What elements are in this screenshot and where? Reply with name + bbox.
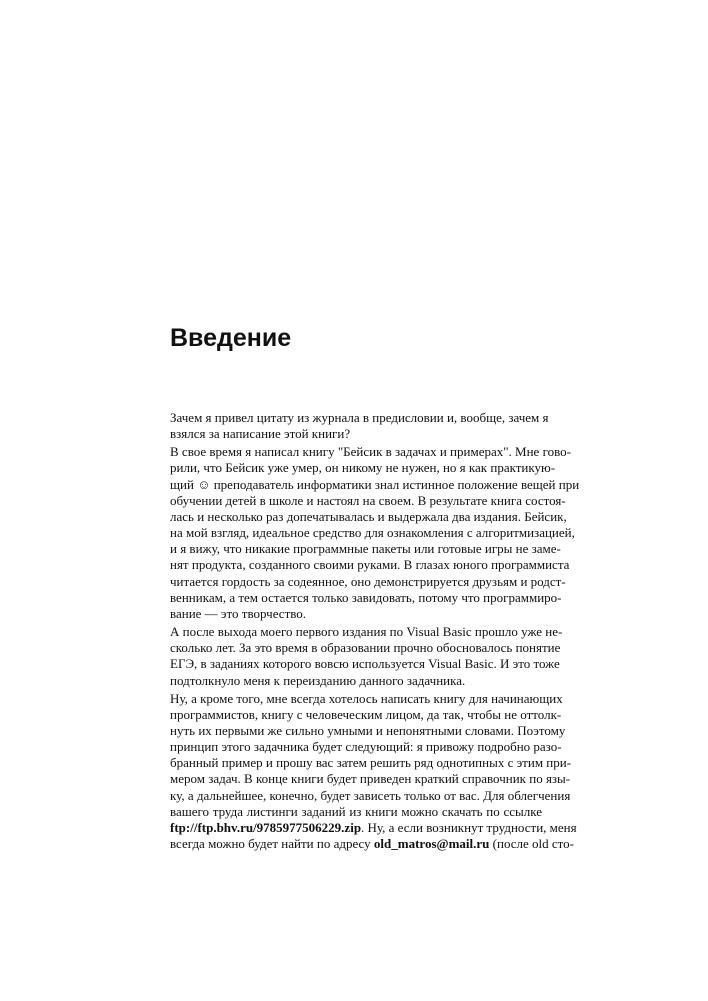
text-line: В свое время я написал книгу "Бейсик в задачах и примерах". Мне гово-	[170, 444, 571, 460]
text-line: Зачем я привел цитату из журнала в предисловии и, вообще, зачем я	[170, 410, 549, 425]
text-line: нят продукта, созданного своими руками. В глазах юного программиста	[170, 557, 570, 573]
chapter-heading: Введение	[170, 324, 292, 352]
text-line: на мой взгляд, идеальное средство для ознакомления с алгоритмизацией,	[170, 525, 575, 541]
text-line: бранный пример и прошу вас затем решить ряд однотипных с этим при-	[170, 755, 572, 771]
text-line: нуть их первыми же сильно умными и непонятными словами. Поэтому	[170, 722, 566, 738]
paragraph-2	[170, 444, 580, 622]
text-line: ЕГЭ, в заданиях которого вовсю используется Visual Basic. И это тоже	[170, 656, 560, 672]
text-line: вашего труда листинги заданий из книги можно скачать по ссылке	[170, 803, 542, 819]
text-line: лась и несколько раз допечатывалась и выдержала два издания. Бейсик,	[170, 508, 567, 524]
smiley-icon: ☺	[197, 476, 211, 492]
text-line: и я вижу, что никакие программные пакеты или готовые игры не заме-	[170, 541, 561, 557]
text-line: ftp://ftp.bhv.ru/9785977506229.zip. Ну, а если возникнут трудности, меня	[170, 819, 577, 835]
text-line: подтолкнуло меня к переизданию данного задачника.	[170, 672, 466, 688]
text-line: венникам, а тем остается только завидовать, потому что программиро-	[170, 589, 562, 605]
chapter-body	[170, 410, 580, 854]
paragraph-3	[170, 624, 563, 689]
text-line: щий ☺ преподаватель информатики знал истинное положение вещей при	[170, 476, 580, 492]
text-line: Ну, а кроме того, мне всегда хотелось написать книгу для начинающих	[170, 690, 563, 706]
text-line: мером задач. В конце книги будет приведен краткий справочник по язы-	[170, 771, 571, 787]
text-line: взялся за написание этой книги?	[170, 426, 351, 442]
ftp-link[interactable]: ftp://ftp.bhv.ru/9785977506229.zip	[170, 819, 362, 835]
text-line: всегда можно будет найти по адресу old_matros@mail.ru (после old сто-	[170, 836, 575, 852]
paragraph-4	[170, 690, 577, 853]
text-line: принцип этого задачника будет следующий: я привожу подробно разо-	[170, 739, 562, 755]
text-line: программистов, книгу с человеческим лицом, да так, чтобы не оттолк-	[170, 706, 562, 722]
text-line: вание — это творчество.	[170, 605, 307, 621]
paragraph-1	[170, 410, 549, 442]
text-line: А после выхода моего первого издания по Visual Basic прошло уже не-	[170, 624, 563, 640]
text-line: сколько лет. За это время в образовании прочно обосновалось понятие	[170, 640, 561, 656]
email-link[interactable]: old_matros@mail.ru	[373, 836, 490, 852]
text-line: читается гордость за содеянное, оно демонстрируется друзьям и родст-	[170, 573, 566, 589]
text-line: рили, что Бейсик уже умер, он никому не нужен, но я как практикую-	[170, 460, 556, 476]
text-line: обучении детей в школе и настоял на своем. В результате книга состоя-	[170, 492, 566, 508]
text-line: ку, а дальнейшее, конечно, будет зависеть только от вас. Для облегчения	[170, 787, 571, 803]
